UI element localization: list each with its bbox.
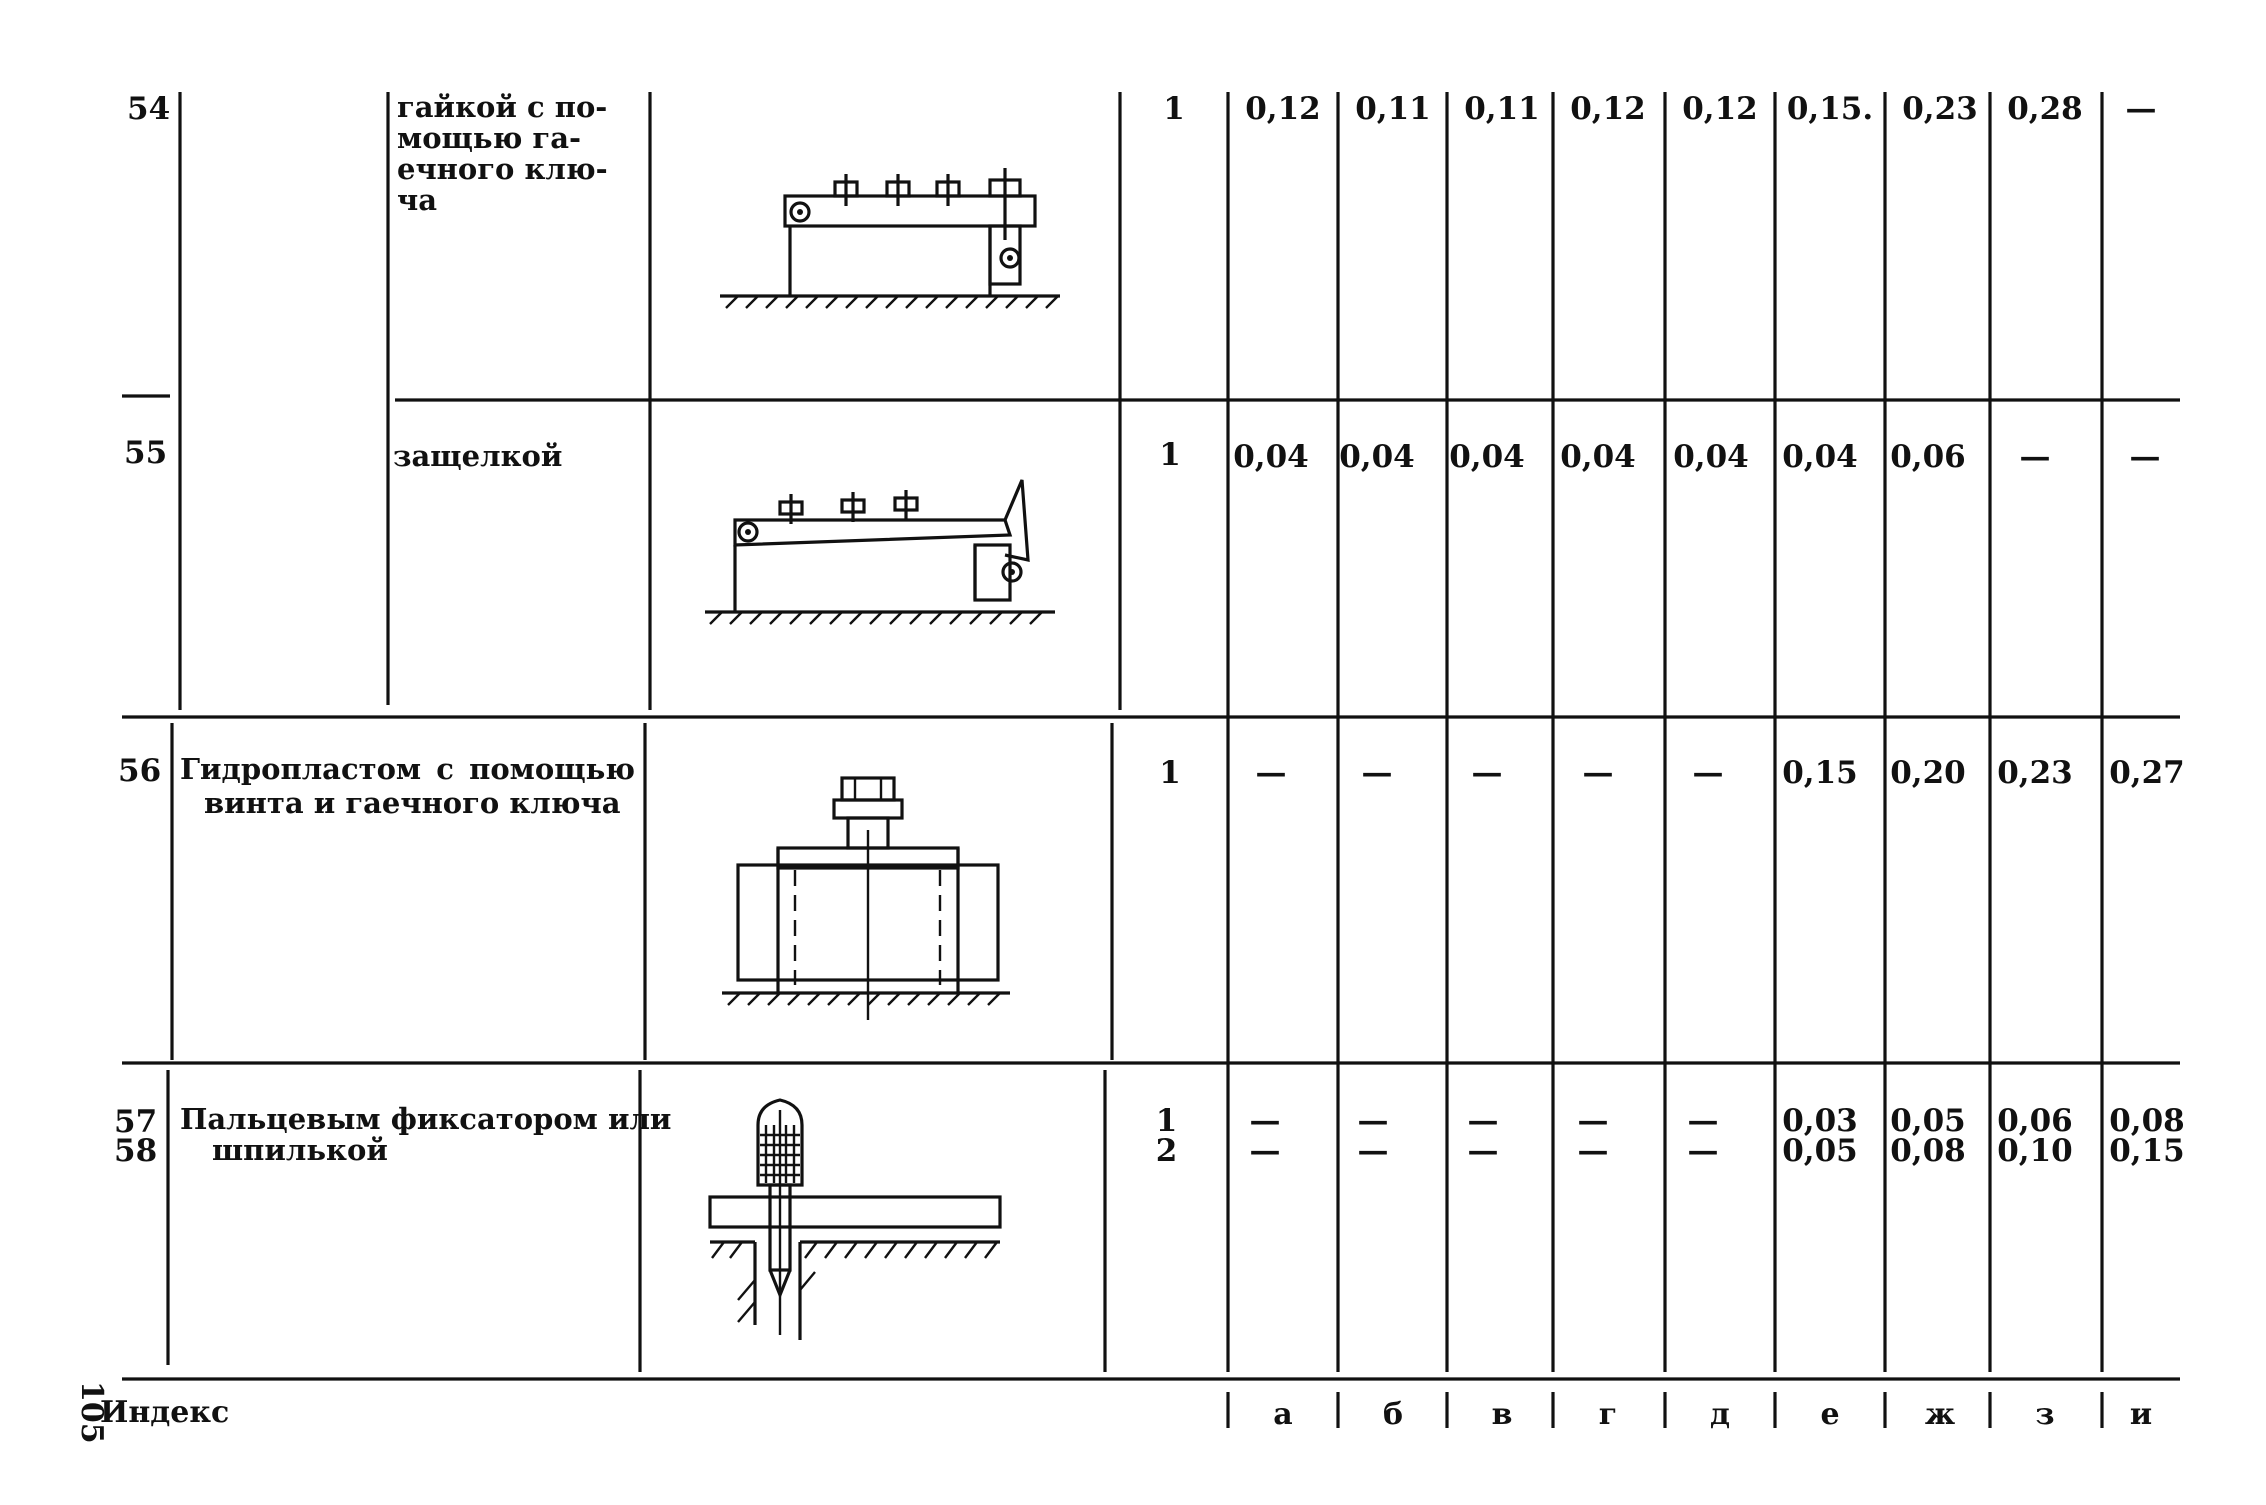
value-cell-d: 0,12 — [1682, 91, 1758, 127]
value-cell-zh: 0,05 — [1890, 1103, 1966, 1139]
index-letter-a: а — [1273, 1397, 1293, 1432]
passes-count: 1 — [1159, 437, 1181, 473]
value-cell-v: — — [1471, 755, 1503, 791]
passes-count: 1 — [1159, 755, 1181, 791]
value-cell-e: 0,04 — [1782, 439, 1858, 475]
value-cell-i: — — [2129, 439, 2161, 475]
row-description-line-2: шпилькой — [212, 1133, 388, 1167]
row-description: гайкой с по- мощью га- ечного клю- ча — [397, 90, 608, 217]
value-cell-e: 0,15 — [1782, 755, 1858, 791]
value-cell-zh: 0,23 — [1902, 91, 1978, 127]
row-number: 58 — [114, 1133, 158, 1169]
value-cell-e: 0,05 — [1782, 1133, 1858, 1169]
row-description-line-1: Пальцевым фиксатором или — [180, 1102, 672, 1136]
value-cell-a: 0,04 — [1233, 439, 1309, 475]
value-cell-b: — — [1361, 755, 1393, 791]
index-letter-i: и — [2129, 1397, 2153, 1432]
value-cell-i: — — [2125, 91, 2157, 127]
value-cell-i: 0,08 — [2109, 1103, 2185, 1139]
value-cell-g: 0,04 — [1560, 439, 1636, 475]
value-cell-v: — — [1467, 1103, 1499, 1139]
row-description-line-1: Гидропластом с помощью — [180, 752, 635, 786]
value-cell-g: — — [1577, 1103, 1609, 1139]
row-number: 54 — [127, 91, 171, 127]
value-cell-g: 0,12 — [1570, 91, 1646, 127]
passes-count: 2 — [1155, 1133, 1178, 1169]
index-letter-g: г — [1598, 1397, 1618, 1432]
value-cell-d: 0,04 — [1673, 439, 1749, 475]
passes-count: 1 — [1155, 1103, 1178, 1139]
row-description-line-2: винта и гаечного ключа — [204, 786, 621, 820]
value-cell-a: — — [1249, 1103, 1281, 1139]
value-cell-a: — — [1249, 1133, 1281, 1169]
value-cell-zh: 0,20 — [1890, 755, 1966, 791]
passes-count: 1 — [1163, 91, 1185, 127]
value-cell-z: 0,06 — [1997, 1103, 2073, 1139]
value-cell-z: 0,10 — [1997, 1133, 2073, 1169]
index-letter-b: б — [1382, 1397, 1403, 1432]
row-number: 55 — [124, 435, 168, 471]
value-cell-z: 0,28 — [2007, 91, 2083, 127]
value-cell-d: — — [1687, 1103, 1719, 1139]
index-letter-e: е — [1820, 1397, 1840, 1432]
value-cell-g: — — [1577, 1133, 1609, 1169]
value-cell-v: — — [1467, 1133, 1499, 1169]
value-cell-zh: 0,08 — [1890, 1133, 1966, 1169]
value-cell-e: 0,15. — [1786, 91, 1874, 127]
value-cell-v: 0,11 — [1464, 91, 1540, 127]
value-cell-v: 0,04 — [1449, 439, 1525, 475]
index-letter-z: з — [2035, 1397, 2055, 1432]
value-cell-a: — — [1255, 755, 1287, 791]
value-cell-z: — — [2019, 439, 2051, 475]
index-label: Индекс — [100, 1395, 230, 1430]
value-cell-b: — — [1357, 1133, 1389, 1169]
value-cell-d: — — [1692, 755, 1724, 791]
value-cell-b: — — [1357, 1103, 1389, 1139]
value-cell-d: — — [1687, 1133, 1719, 1169]
index-letter-zh: ж — [1924, 1397, 1956, 1432]
value-cell-b: 0,04 — [1339, 439, 1415, 475]
value-cell-i: 0,15 — [2109, 1133, 2185, 1169]
index-letter-d: д — [1710, 1397, 1730, 1432]
value-cell-b: 0,11 — [1355, 91, 1431, 127]
row-number: 57 — [114, 1104, 158, 1140]
row-description: защелкой — [393, 439, 563, 473]
value-cell-zh: 0,06 — [1890, 439, 1966, 475]
value-cell-e: 0,03 — [1782, 1103, 1858, 1139]
index-letter-v: в — [1491, 1397, 1513, 1432]
value-cell-a: 0,12 — [1245, 91, 1321, 127]
value-cell-z: 0,23 — [1997, 755, 2073, 791]
value-cell-i: 0,27 — [2109, 755, 2185, 791]
row-number: 56 — [118, 753, 162, 789]
page-number: 105 — [74, 1381, 109, 1444]
value-cell-g: — — [1582, 755, 1614, 791]
